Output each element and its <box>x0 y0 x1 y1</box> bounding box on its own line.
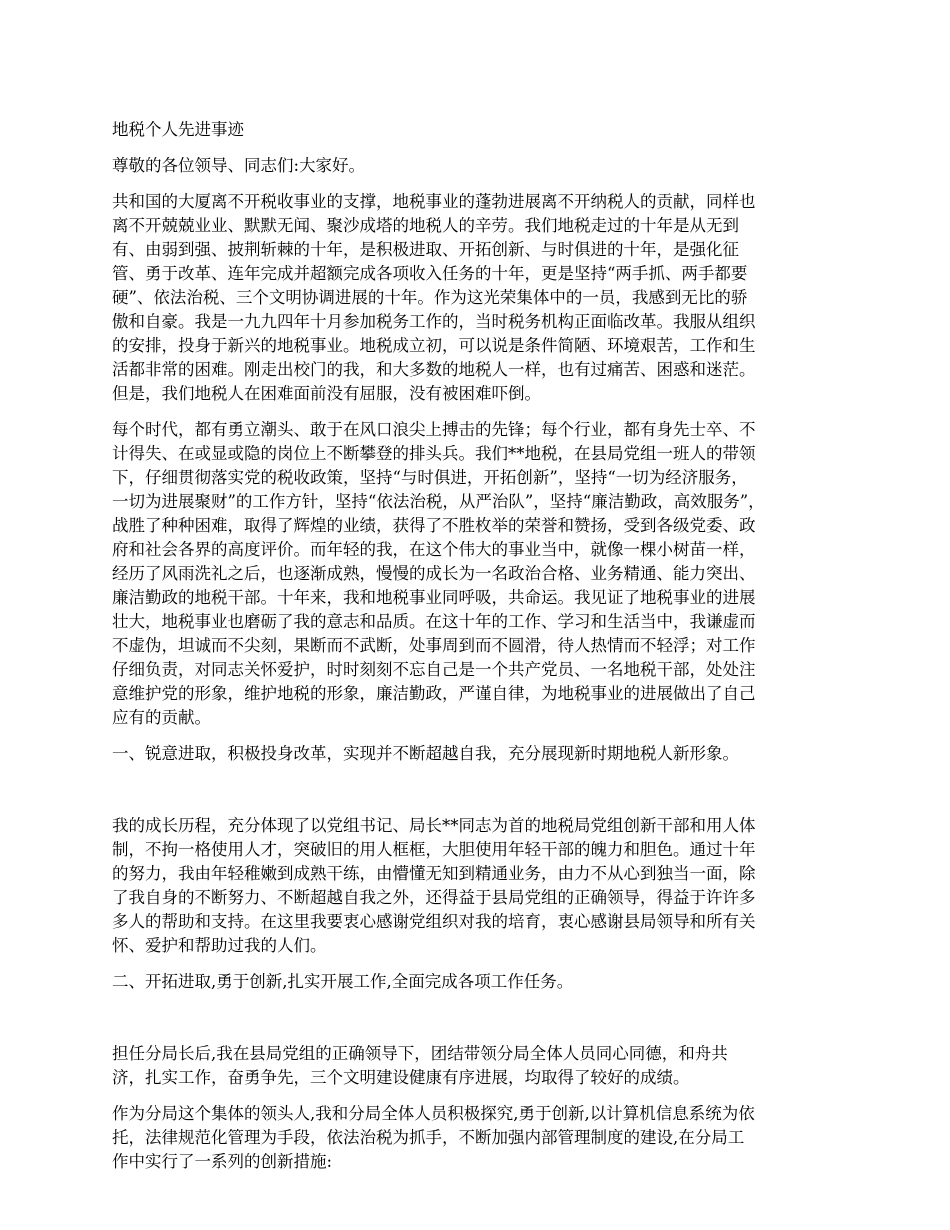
blank-gap <box>112 778 840 814</box>
paragraph-growth: 我的成长历程，充分体现了以党组书记、局长**同志为首的地税局党组创新干部和用人体 制，不拘一格使用人才，突破旧的用人框框，大胆使用年轻干部的魄力和胆色。通过十年 的努力，我由年轻稚嫩到成熟干练，由懵懂无知到精通业务，由力不从心到独当一面，除 了我自身的不断努力、不断超越自我之外，还得益于县局党组的正确领导，得益于许许多 多人的帮助和支持。在这里我要衷心感谢党组织对我的培育，衷心感谢县局领导和所有关 怀、爱护和帮助过我的人们。 <box>112 816 756 955</box>
paragraph-era: 每个时代，都有勇立潮头、敢于在风口浪尖上搏击的先锋；每个行业，都有身先士卒、不 计得失、在或显或隐的岗位上不断攀登的排头兵。我们**地税，在县局党组一班人的带领 下，仔细贯彻落实党的税收政策，坚持“与时俱进，开拓创新”，坚持“一切为经济服务， 一切为进展聚财”的工作方针，坚持“依法治税，从严治队”，坚持“廉洁勤政，高效服务”， 战胜了种种困难，取得了辉煌的业绩，获得了不胜枚举的荣誉和赞扬，受到各级党委、政 府和社会各界的高度评价。而年轻的我，在这个伟大的事业当中，就像一棵小树苗一样， 经历了风雨洗礼之后，也逐渐成熟，慢慢的成长为一名政治合格、业务精通、能力突出、 廉洁勤政的地税干部。十年来，我和地税事业同呼吸，共命运。我见证了地税事业的进展 壮大，地税事业也磨砺了我的意志和品质。在这十年的工作、学习和生活当中，我谦虚而 不虚伪，坦诚而不尖刻，果断而不武断，处事周到而不圆滑，待人热情而不轻浮；对工作 仔细负责，对同志关怀爱护，时时刻刻不忘自己是一个共产党员、一名地税干部，处处注 意维护党的形象，维护地税的形象，廉洁勤政，严谨自律，为地税事业的进展做出了自己 应有的贡献。 <box>112 420 765 727</box>
paragraph-branch-leader: 担任分局长后,我在县局党组的正确领导下，团结带领分局全体人员同心同德，和舟共 济，扎实工作，奋勇争先，三个文明建设健康有序进展，均取得了较好的成绩。 <box>112 1044 728 1087</box>
paragraph-intro: 共和国的大厦离不开税收事业的支撑，地税事业的蓬勃进展离不开纳税人的贡献，同样也 离不开兢兢业业、默默无闻、聚沙成塔的地税人的辛劳。我们地税走过的十年是从无到 有、由弱到强、披荆斩棘的十年，是积极进取、开拓创新、与时俱进的十年，是强化征 管、勇于改革、连年完成并超额完成各项收入任务的十年，更是坚持“两手抓、两手都要 硬”、依法治税、三个文明协调进展的十年。作为这光荣集体中的一员，我感到无比的骄 傲和自豪。我是一九九四年十月参加税务工作的，当时税务机构正面临改革。我服从组织 的安排，投身于新兴的地税事业。地税成立初，可以说是条件简陋、环境艰苦，工作和生 活都非常的困难。刚走出校门的我，和大多数的地税人一样，也有过痛苦、困惑和迷茫。 但是，我们地税人在困难面前没有屈服，没有被困难吓倒。 <box>112 192 756 403</box>
section-heading-1: 一、锐意进取，积极投身改革，实现并不断超越自我，充分展现新时期地税人新形象。 <box>112 744 739 763</box>
blank-gap <box>112 1006 840 1042</box>
section-heading-2: 二、开拓进取,勇于创新,扎实开展工作,全面完成各项工作任务。 <box>112 972 574 991</box>
greeting-line: 尊敬的各位领导、同志们:大家好。 <box>112 156 366 175</box>
paragraph-innovation: 作为分局这个集体的领头人,我和分局全体人员积极探究,勇于创新,以计算机信息系统为依 托，法律规范化管理为手段，依法治税为抓手，不断加强内部管理制度的建设,在分局工 作中实行了一系列的创新措施: <box>112 1104 755 1171</box>
document-body <box>112 118 840 1186</box>
document-title: 地税个人先进事迹 <box>112 120 244 139</box>
